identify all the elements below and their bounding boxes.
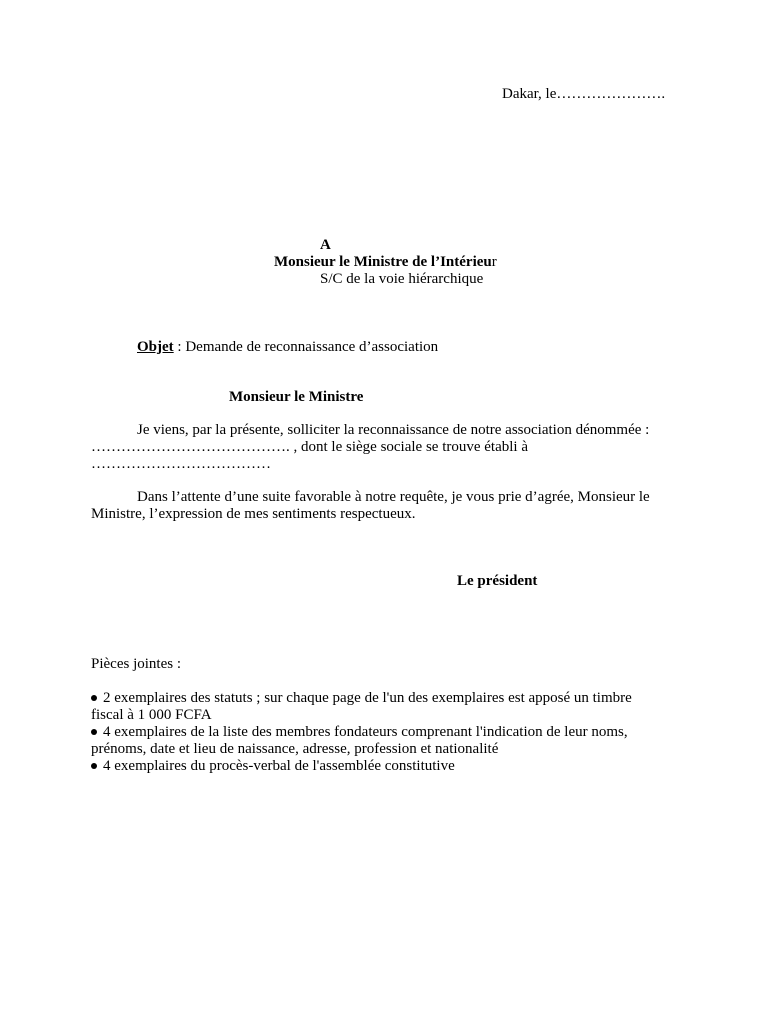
subject-text: Demande de reconnaissance d’association <box>185 339 439 355</box>
recipient-name-main: Monsieur le Ministre de l’Intérieu <box>274 254 492 270</box>
body-paragraph-1 <box>91 422 681 473</box>
recipient-name-last-char: r <box>491 254 497 270</box>
subject-label: Objet <box>137 339 174 355</box>
salutation: Monsieur le Ministre <box>229 389 364 405</box>
attachments-list <box>91 690 681 775</box>
recipient-prefix: A <box>320 237 331 253</box>
paragraph-line: ……………………………… <box>91 456 271 472</box>
list-item-text: fiscal à 1 000 FCFA <box>91 707 212 723</box>
recipient-name <box>274 254 497 271</box>
paragraph-line: Je viens, par la présente, solliciter la reconnaissance de notre association dénommée : <box>137 422 650 438</box>
recipient-via: S/C de la voie hiérarchique <box>320 271 484 287</box>
place-date: Dakar, le…………………. <box>502 86 666 102</box>
bullet-icon <box>91 695 97 701</box>
list-item-text: 2 exemplaires des statuts ; sur chaque page de l'un des exemplaires est apposé un timbre <box>103 690 632 706</box>
body-paragraph-2 <box>91 489 681 523</box>
list-item <box>91 758 681 775</box>
paragraph-line: Ministre, l’expression de mes sentiments respectueux. <box>91 506 416 522</box>
paragraph-line: …………………………………. , dont le siège sociale se trouve établi à <box>91 439 528 455</box>
signature: Le président <box>457 573 538 589</box>
list-item-text: prénoms, date et lieu de naissance, adresse, profession et nationalité <box>91 741 499 757</box>
list-item-text: 4 exemplaires du procès-verbal de l'assemblée constitutive <box>103 758 455 774</box>
list-item <box>91 690 681 724</box>
list-item <box>91 724 681 758</box>
subject-line <box>137 339 438 356</box>
bullet-icon <box>91 729 97 735</box>
paragraph-line: Dans l’attente d’une suite favorable à notre requête, je vous prie d’agrée, Monsieur le <box>137 489 650 505</box>
bullet-icon <box>91 763 97 769</box>
list-item-text: 4 exemplaires de la liste des membres fondateurs comprenant l'indication de leur noms, <box>103 724 628 740</box>
attachments-title: Pièces jointes : <box>91 656 181 672</box>
subject-separator: : <box>173 339 186 355</box>
